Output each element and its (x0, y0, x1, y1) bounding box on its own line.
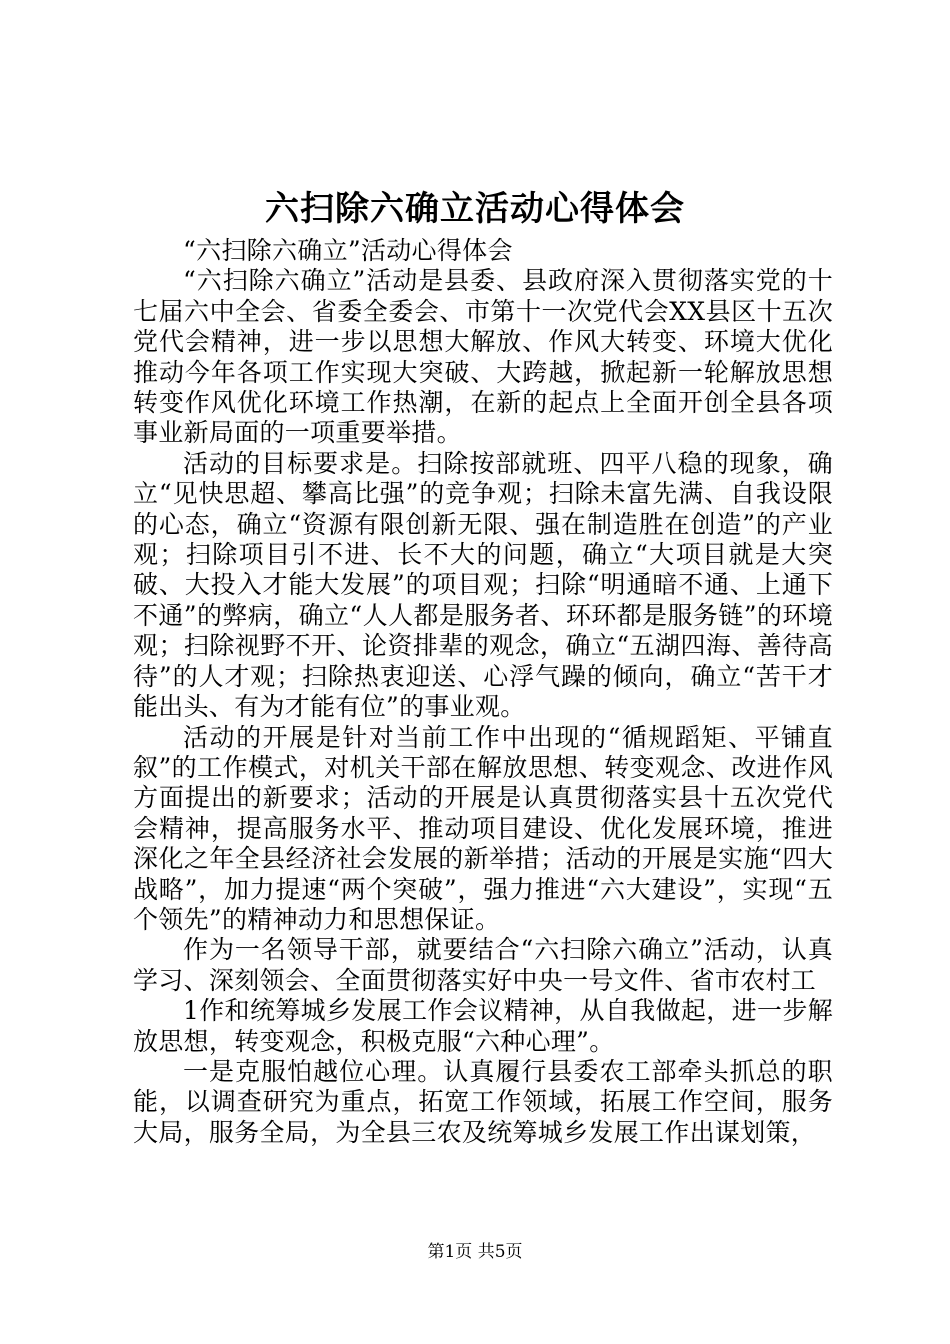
paragraph: 作为一名领导干部，就要结合“六扫除六确立”活动，认真学习、深刻领会、全面贯彻落实好中央一号文件、省市农村工 (133, 935, 833, 995)
paragraph: 活动的开展是针对当前工作中出现的“循规蹈矩、平铺直叙”的工作模式，对机关干部在解放思想、转变观念、改进作风方面提出的新要求；活动的开展是认真贯彻落实县十五次党代会精神，提高服务水平、推动项目建设、优化发展环境，推进深化之年全县经济社会发展的新举措；活动的开展是实施“四大战略”，加力提速“两个突破”，强力推进“六大建设”，实现“五个领先”的精神动力和思想保证。 (133, 722, 833, 934)
paragraph: “六扫除六确立”活动是县委、县政府深入贯彻落实党的十七届六中全会、省委全委会、市第十一次党代会XX县区十五次党代会精神，进一步以思想大解放、作风大转变、环境大优化推动今年各项工作实现大突破、大跨越，掀起新一轮解放思想转变作风优化环境工作热潮，在新的起点上全面开创全县各项事业新局面的一项重要举措。 (133, 266, 833, 448)
document-body (133, 236, 833, 1148)
paragraph: 1作和统筹城乡发展工作会议精神，从自我做起，进一步解放思想，转变观念，积极克服“六种心理”。 (133, 996, 833, 1056)
paragraph: 活动的目标要求是。扫除按部就班、四平八稳的现象，确立“见快思超、攀高比强”的竞争观；扫除未富先满、自我设限的心态，确立“资源有限创新无限、强在制造胜在创造”的产业观；扫除项目引不进、长不大的问题，确立“大项目就是大突破、大投入才能大发展”的项目观；扫除“明通暗不通、上通下不通”的弊病，确立“人人都是服务者、环环都是服务链”的环境观；扫除视野不开、论资排辈的观念，确立“五湖四海、善待高待”的人才观；扫除热衷迎送、心浮气躁的倾向，确立“苦干才能出头、有为才能有位”的事业观。 (133, 448, 833, 722)
document-title: 六扫除六确立活动心得体会 (265, 189, 685, 229)
paragraph-subtitle: “六扫除六确立”活动心得体会 (183, 236, 513, 265)
paragraph: 一是克服怕越位心理。认真履行县委农工部牵头抓总的职能，以调查研究为重点，拓宽工作领域，拓展工作空间，服务大局，服务全局，为全县三农及统筹城乡发展工作出谋划策， (133, 1056, 833, 1147)
page-footer: 第1页 共5页 (427, 1242, 523, 1262)
